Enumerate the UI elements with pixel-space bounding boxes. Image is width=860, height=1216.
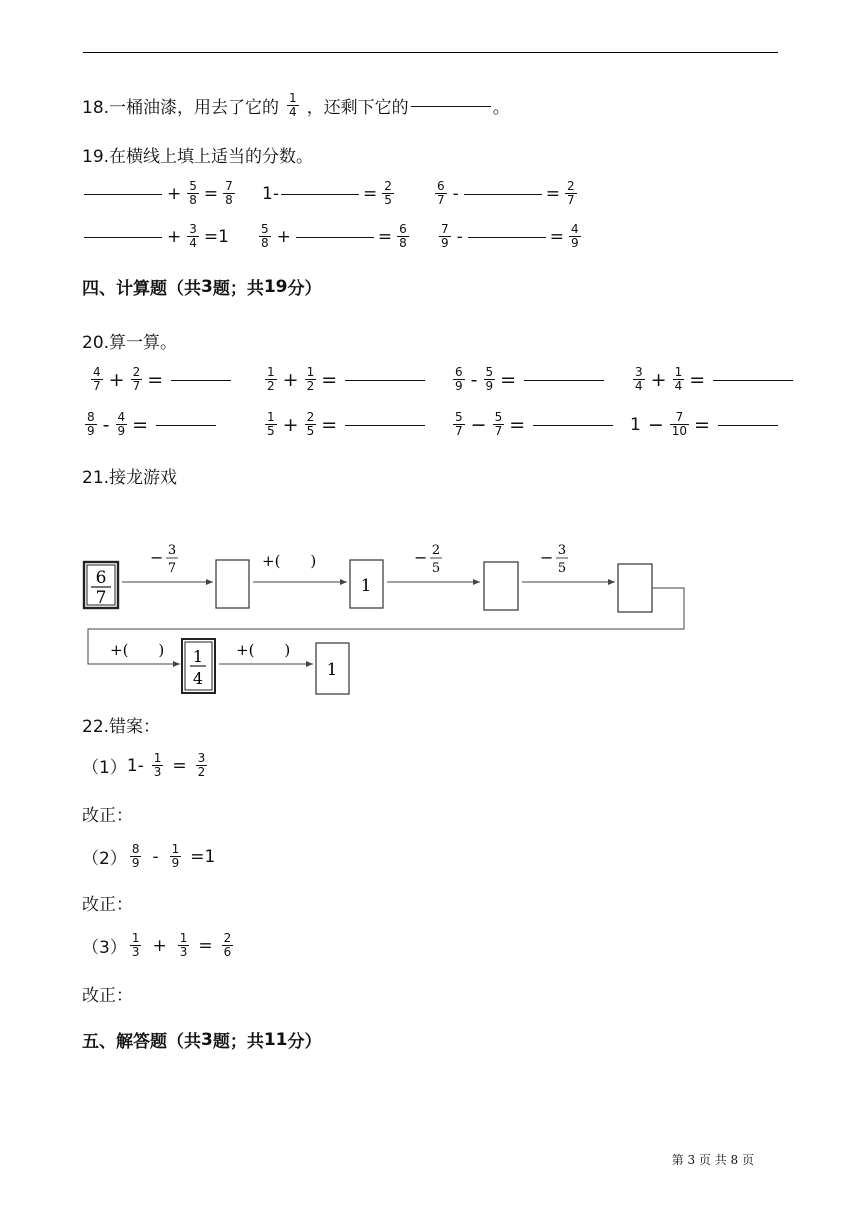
q18-text: 18.一桶油漆，用去了它的 <box>82 98 280 118</box>
q20-exercise: 3 4 + $\frac{1}{4}$ = <box>630 366 795 393</box>
svg-text:1: 1 <box>360 576 372 596</box>
q19-eq-4: + $\frac{3}{4}$ =1 <box>82 223 231 250</box>
step-op-6: +( ) <box>236 641 291 659</box>
q20-exercise: 4 7 + $\frac{2}{7}$ = <box>88 366 233 393</box>
svg-text:1: 1 <box>326 660 338 680</box>
question-21-title: 21.接龙游戏 <box>82 468 178 488</box>
answer-box[interactable] <box>484 562 518 610</box>
q19-eq-6: 7 9 - = $\frac{4}{9}$ <box>441 222 579 250</box>
svg-text:2: 2 <box>431 543 441 558</box>
q20-exercise: 6 9 - $\frac{5}{9}$ = <box>450 366 606 393</box>
step-op-3: − <box>414 548 428 567</box>
answer-box[interactable] <box>618 564 652 612</box>
step-op-1: − <box>150 548 164 567</box>
question-22-title: 22.错案： <box>82 717 161 737</box>
correction-label: 改正： <box>82 895 133 915</box>
q20-exercise: 8 9 - $\frac{4}{9}$ = <box>82 411 218 438</box>
q19-eq-1: + $\frac{5}{8}$ = $\frac{7}{8}$ <box>82 180 238 207</box>
step-op-4: − <box>540 548 554 567</box>
q18-text-mid: ，还剩下它的 <box>306 98 409 118</box>
q19-eq-5: 5 8 + = $\frac{6}{8}$ <box>261 222 407 250</box>
q22-item-3: （3） 1 3 + $\frac{1}{3}$ = $\frac{2}{6}$ <box>82 931 232 959</box>
section-4-heading: 四、计算题（共 3 题；共 19 分） <box>82 276 322 299</box>
q22-item-1: （1） 1- $\frac{1}{3}$ = $\frac{3}{2}$ <box>82 751 206 779</box>
page-footer: 第 3 页 共 8 页 <box>671 1153 754 1167</box>
q19-eq-2: 1- = $\frac{2}{5}$ <box>262 179 392 207</box>
question-18: 18.一桶油漆，用去了它的 1 4 ，还剩下它的 。 <box>82 91 510 119</box>
correction-label: 改正： <box>82 986 133 1006</box>
section-5-heading: 五、解答题（共 3 题；共 11 分） <box>82 1029 322 1052</box>
fraction: 1 4 <box>289 91 297 119</box>
step-op-5: +( ) <box>110 641 165 659</box>
question-20-title: 20.算一算。 <box>82 333 178 353</box>
svg-text:7: 7 <box>167 561 177 576</box>
answer-box[interactable] <box>216 560 249 608</box>
connector-line <box>88 588 684 664</box>
svg-text:3: 3 <box>167 543 177 558</box>
q20-exercise: 1 − $\frac{7}{10}$ = <box>630 411 780 438</box>
q19-eq-3: 6 7 - = $\frac{2}{7}$ <box>437 179 575 207</box>
question-19-title: 19.在横线上填上适当的分数。 <box>82 147 314 167</box>
svg-text:5: 5 <box>557 561 567 576</box>
correction-label: 改正： <box>82 806 133 826</box>
svg-text:5: 5 <box>431 561 441 576</box>
q20-exercise: 5 7 − $\frac{5}{7}$ = <box>450 411 615 438</box>
svg-text:4: 4 <box>192 669 204 688</box>
start-denominator: 7 <box>95 588 107 608</box>
step-op-2: +( ) <box>262 552 317 570</box>
start-numerator: 6 <box>95 568 107 588</box>
q22-item-2: （2） 8 9 - $\frac{1}{9}$ =1 <box>82 842 216 870</box>
q20-exercise: 1 5 + $\frac{2}{5}$ = <box>262 411 427 438</box>
svg-text:1: 1 <box>192 647 204 666</box>
q20-exercise: 1 2 + $\frac{1}{2}$ = <box>262 366 427 393</box>
svg-text:3: 3 <box>557 543 567 558</box>
